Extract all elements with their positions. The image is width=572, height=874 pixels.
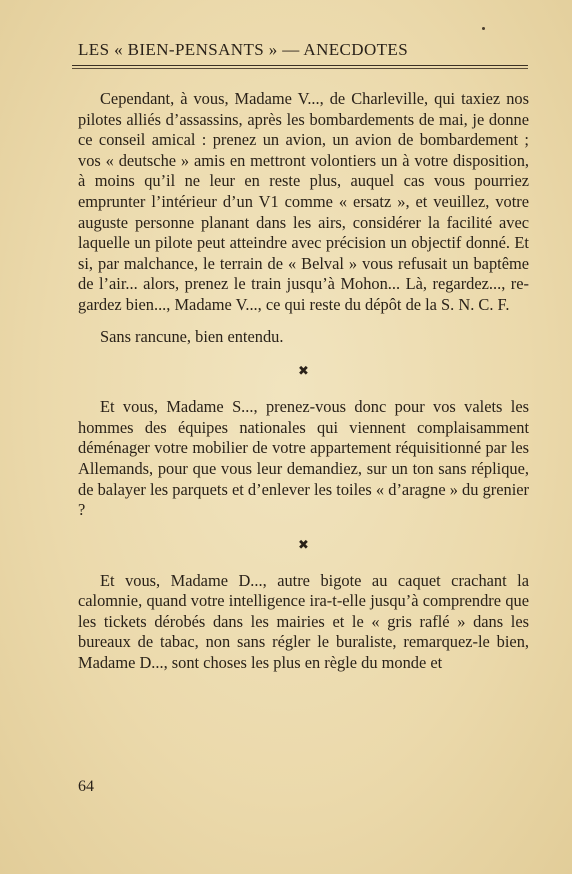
section-ornament-2: ✖: [298, 536, 309, 552]
paragraph-1: Cependant, à vous, Madame V..., de Charleville, qui taxiez nos pilotes alliés d’assassins, après les bombardements de mai, je donne ce conseil amical : prenez un avion, un avion de bombardement ; vos « deutsche » amis en mettront volontiers un à votre disposition, à moins qu’il ne leur en reste plus, auquel cas vous pourriez emprunter l’intérieur d’un V1 comme « ersatz », et veuillez, votre auguste personne planant dans les airs, considérer la facilité avec laquelle un pilote peut atteindre avec précision un objectif donné. Et si, par malchance, le terrain de « Belval » vous refusait un baptême de l’air... alors, prenez le train jusqu’à Mohon... Là, regardez..., regardez bien..., Madame V..., ce qui reste du dépôt de la S. N. C. F.: [78, 89, 529, 314]
running-header: LES « BIEN-PENSANTS » — ANECDOTES: [78, 40, 409, 59]
page-number: 64: [78, 778, 94, 795]
paragraph-2: Sans rancune, bien entendu.: [100, 326, 284, 346]
header-rule-thin: [72, 68, 528, 69]
ink-speck: [482, 27, 485, 30]
body-text: [78, 89, 529, 674]
header-rule: [72, 65, 528, 66]
section-ornament-1: ✖: [298, 363, 309, 379]
paragraph-4: Et vous, Madame D..., autre bigote au caquet crachant la calomnie, quand votre intelligence ira-t-elle jusqu’à comprendre que les tickets dérobés dans les mairies et le « gris raflé » dans les bureaux de tabac, non sans régler le buraliste, remarquez-le bien, Madame D..., sont choses les plus en règle du monde et: [78, 570, 529, 673]
paragraph-3: Et vous, Madame S..., prenez-vous donc pour vos valets les hommes des équipes nationales qui viennent complaisamment déménager votre mobilier de votre appartement réquisitionné par les Allemands, pour que vous leur demandiez, sur un ton sans réplique, de balayer les parquets et d’enlever les toiles « d’aragne » du grenier ?: [78, 397, 529, 520]
